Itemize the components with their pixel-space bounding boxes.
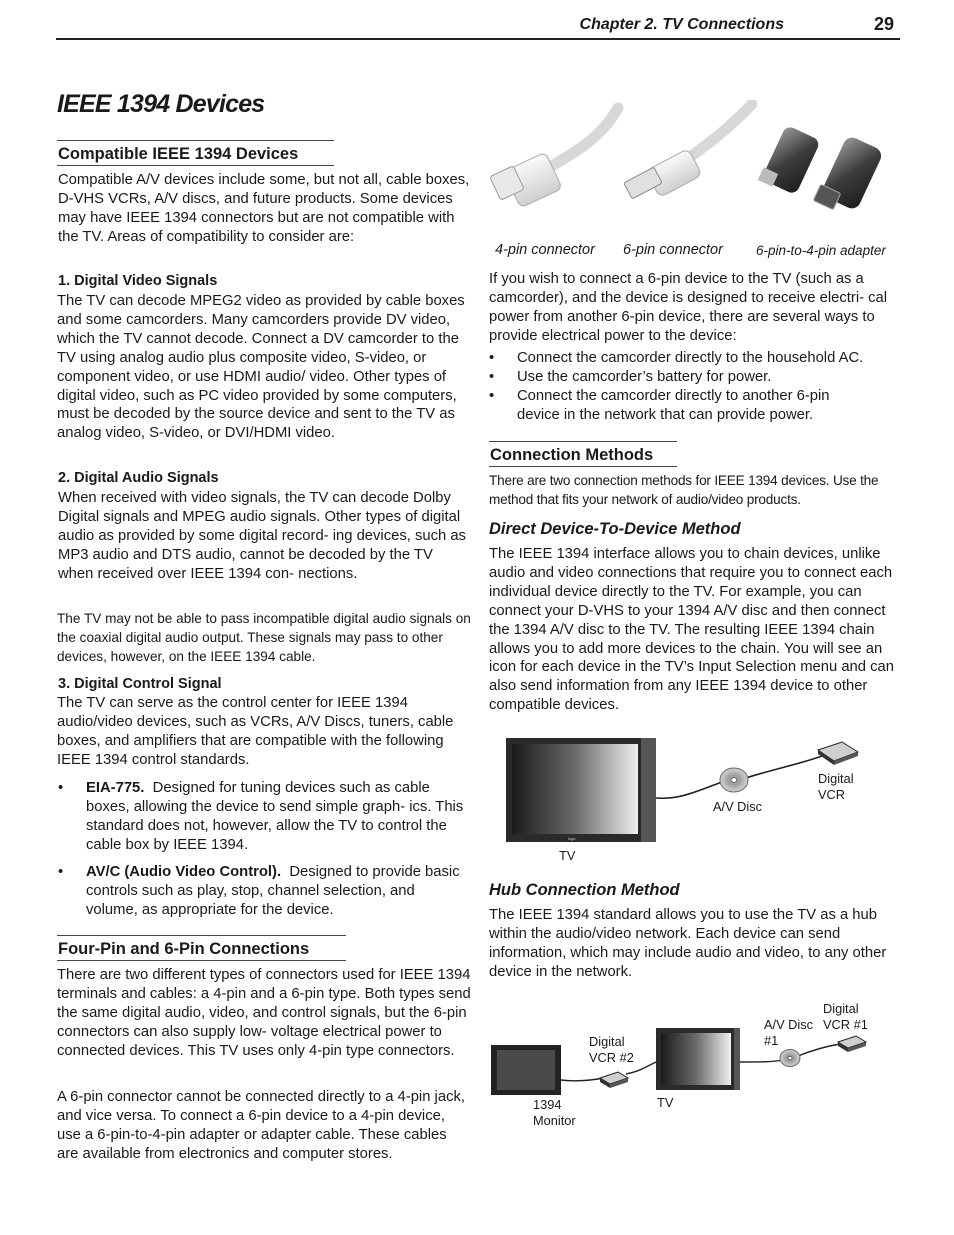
vcr-icon [818,742,858,765]
item2-text: When received with video signals, the TV can decode Dolby Digital signals and MPEG audio signals. Other types of digital audio as provided by some digital record- ing devices, such as MP3 audio and DTS audio, cannot be decoded by the TV when received over IEEE 1394 con- nections. [58,490,466,582]
fourpin-para2: A 6-pin connector cannot be connected directly to a 4-pin jack, and vice versa. To connect a 6-pin device to a 4-pin device, use a 6-pin-to-4-pin adapter or adapter cable. These cables are available from electronics and computer stores. [57,1089,465,1162]
four-pin-connector-image [490,108,618,208]
tv-icon [656,1028,740,1090]
bullet-eia775-text [86,779,466,855]
item3-text: The TV can serve as the control center for IEEE 1394 audio/video devices, such as VCRs, A/V Discs, tuners, cable boxes, and amplifiers that are compatible with the following IEEE 1394 control standards. [57,695,454,768]
compatible-intro: Compatible A/V devices include some, but not all, cable boxes, D-VHS VCRs, A/V discs, and future products. Some devices may have IEEE 1394 connectors but are not compatible with the TV. Areas of compatibility to consider are: [58,172,470,245]
power-bullet-3 [489,387,899,427]
item2-heading: 2. Digital Audio Signals [58,470,219,486]
section-heading-methods: Connection Methods [489,441,677,467]
chapter-title: Chapter 2. TV Connections [579,16,784,33]
bullet-avc [58,863,468,923]
bullet-eia775-desc: Designed for tuning devices such as cable boxes, allowing the device to send simple graph- ics. This standard does not, however, allow the TV to control the cable box by IEEE 1394. [86,780,464,853]
caption-6pin: 6-pin connector [623,242,723,258]
disc-icon [780,1050,800,1067]
vcr-icon [600,1072,628,1088]
connector-photos [490,100,900,230]
connector-photos-svg [490,100,900,230]
item1-heading: 1. Digital Video Signals [58,273,218,289]
page-title: IEEE 1394 Devices [57,90,265,118]
hub-text: The IEEE 1394 standard allows you to use the TV as a hub within the audio/video network. Each device can send information, which may include audio and video, to any other device in the network. [489,907,887,980]
item1-text: The TV can decode MPEG2 video as provided by cable boxes and some camcorders. Many camcorders provide DV video, which the TV cannot decode. Connect a DV camcorder to the TV using analog audio plus composite video, S-video, or component video, or use HDMI audio/ video. Other types of digital video, such as PC video provided by some computers, must be decoded by the source device and sent to the TV as analog video, S-video, or DVI/HDMI video. [57,293,465,442]
vcr-icon [838,1036,866,1052]
bullet-eia775-term: EIA-775. [86,780,145,796]
bullet-avc-term: AV/C (Audio Video Control). [86,864,282,880]
bullet-avc-desc: Designed to provide basic controls such as play, stop, channel selection, and volume, as appropriate for the device. [86,864,460,918]
label-av-disc-1: A/V Disc #1 [764,1017,814,1048]
label-av-disc: A/V Disc [713,799,763,814]
power-bullet-2-text: Use the camcorder’s battery for power. [517,369,772,385]
caption-4pin: 4-pin connector [495,242,595,258]
label-tv: TV [559,848,576,863]
power-bullet-1 [489,349,899,368]
bullet-dot: • [58,864,64,880]
caption-adapter: 6-pin-to-4-pin adapter [756,243,886,258]
adapter-image [758,125,884,212]
bullet-dot: • [489,350,495,366]
fourpin-para1: There are two different types of connectors used for IEEE 1394 terminals and cables: a 4-pin and a 6-pin type. Both types send the same digital audio, video, and control signals, but the 6-pin connectors can also supply low- voltage electrical power to connected devices. This TV uses only 4-pin type connectors. [57,967,471,1059]
label-hub-tv: TV [657,1095,674,1110]
section-heading-compatible: Compatible IEEE 1394 Devices [57,140,334,166]
power-bullet-2 [489,368,899,387]
power-bullet-1-text: Connect the camcorder directly to the household AC. [517,350,864,366]
item2-note: The TV may not be able to pass incompatible digital audio signals on the coaxial digital audio output. These signals may pass to other devices, however, on the IEEE 1394 cable. [57,611,471,664]
direct-text: The IEEE 1394 interface allows you to chain devices, unlike audio and video connections that require you to connect each individual device directly to the TV. For example, you can connect your D-VHS to your 1394 A/V disc and then connect the 1394 A/V disc to the TV. The resulting IEEE 1394 chain allows you to add more devices to the chain. You will see an icon for each device in the TV’s Input Selection menu and can also send information from any IEEE 1394 device to other compatible devices. [489,546,894,714]
bullet-eia775 [58,779,468,859]
page-header [56,14,900,40]
bullet-dot: • [489,369,495,385]
methods-intro: There are two connection methods for IEEE 1394 devices. Use the method that fits your network of audio/video products. [489,473,879,507]
svg-text:logo: logo [568,836,576,841]
power-bullet-3-text: Connect the camcorder directly to another 6-pin device in the network that can provide power. [517,388,830,423]
label-1394-monitor: 1394 Monitor [533,1097,576,1128]
bullet-dot: • [489,388,495,404]
item3-heading: 3. Digital Control Signal [58,676,222,692]
label-digital-vcr: Digital VCR [818,771,854,802]
bullet-dot: • [58,780,64,796]
section-heading-fourpin: Four-Pin and 6-Pin Connections [57,935,346,961]
monitor-icon [491,1045,561,1095]
label-digital-vcr-1: Digital VCR #1 [823,1001,868,1032]
label-digital-vcr-2: Digital VCR #2 [589,1034,634,1065]
page-number: 29 [873,14,894,34]
direct-heading: Direct Device-To-Device Method [489,520,741,538]
disc-icon [720,768,748,792]
six-pin-connector-image [624,104,752,199]
power-intro: If you wish to connect a 6-pin device to the TV (such as a camcorder), and the device is designed to receive electri- cal power from another 6-pin device, there are several ways to provide electrical power to the device: [489,271,888,344]
tv-icon [506,738,656,842]
hub-heading: Hub Connection Method [489,881,680,899]
bullet-avc-text [86,863,462,920]
